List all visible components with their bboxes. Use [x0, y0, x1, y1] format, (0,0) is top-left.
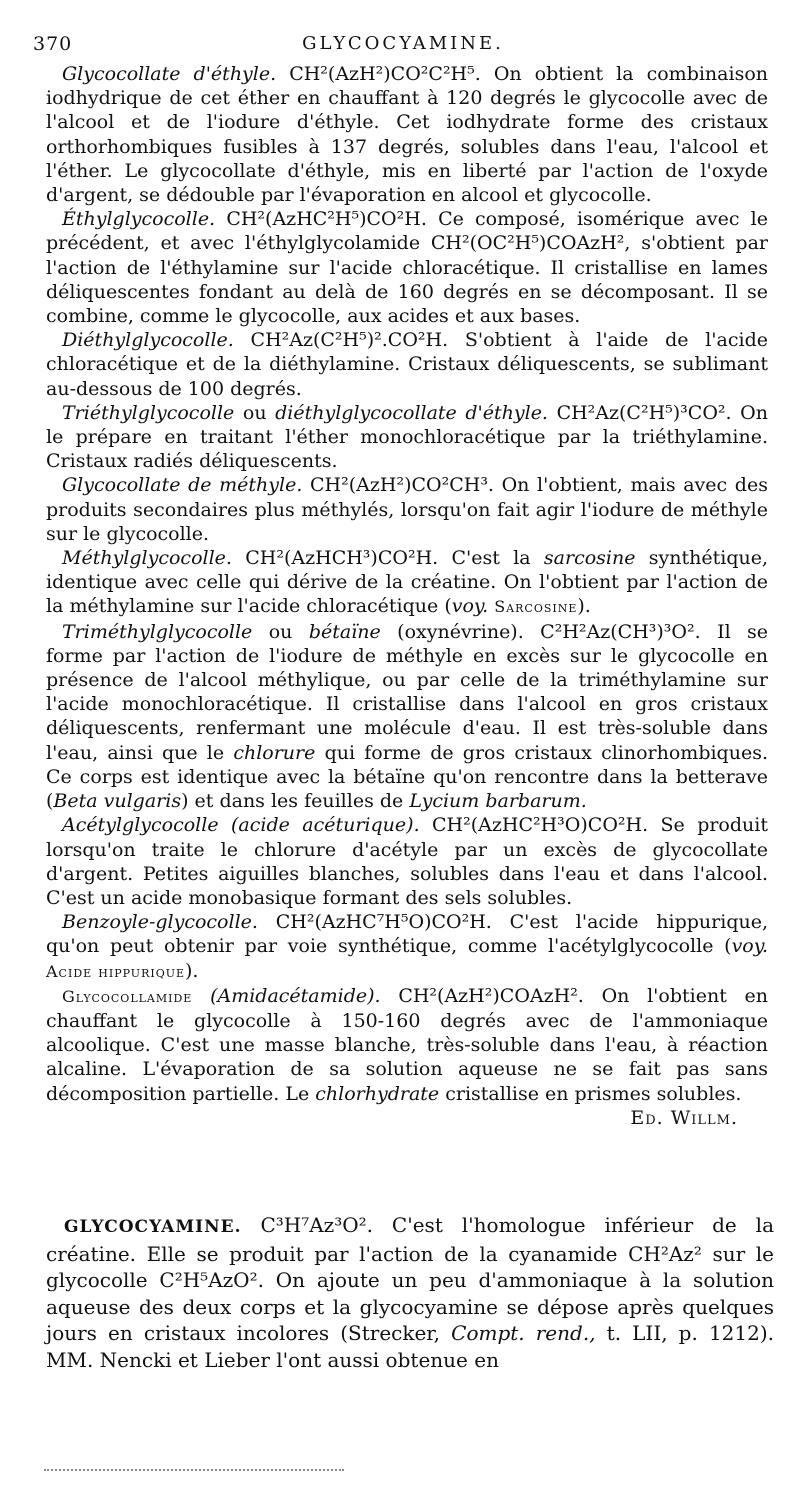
entry-glycocollate-methyle: [46, 473, 768, 546]
entry-text: C'est la: [451, 547, 531, 570]
entry-text: qui forme de gros cristaux clinorhombiques. Ce corps est identique avec la bétaïne qu'on rencontre dans la betterave (: [46, 741, 768, 813]
entry-trimethylglycocolle: [46, 620, 768, 814]
entry-alt-note: (oxynévrine).: [397, 620, 524, 643]
glycocyamine-paragraph: [46, 1212, 774, 1374]
entry-text: Il se forme par l'action de l'iodure de méthyle en excès sur le glycocolle en présence de l'alcool méthylique, ou par celle de la triméthylamine sur l'acide monochloracétique. Il cristallise dans l'alcool en gros cristaux déliquescents, renfermant une molécule d'eau. Il est très-soluble dans l'eau, ainsi que le: [46, 620, 769, 764]
entry-formula: CH²(AzHC²H³O)CO²H.: [432, 814, 649, 837]
entry-formula: CH²Az(C²H⁵)².CO²H.: [250, 329, 449, 352]
entry-triethylglycocolle: [46, 401, 768, 474]
article-headword: GLYCOCYAMINE.: [64, 1217, 242, 1237]
entry-text: C'est l'acide hippurique, qu'on peut obtenir par voie synthétique, comme l'acétylglycocolle (: [46, 911, 769, 958]
entry-text: cristallise en prismes solubles.: [445, 1082, 742, 1105]
entry-term: Benzoyle-glycocolle.: [62, 911, 258, 934]
article-text: t. LII, p. 1212). MM. Nencki et Lieber l'ont aussi obtenue en: [46, 1321, 775, 1372]
entry-headword: Glycocollamide: [62, 986, 193, 1006]
entry-text: On l'obtient en chauffant le glycocolle à 150-160 degrés avec de l'ammoniaque alcoolique. C'est une masse blanche, très-soluble dans l'eau, à réaction alcaline. L'évaporation de sa solution aqueuse ne se fait pas sans décomposition partielle. Le: [46, 984, 769, 1105]
entry-term: Diéthylglycocolle.: [62, 329, 234, 352]
entry-italic-word: chlorhydrate: [315, 1082, 440, 1105]
entry-formula: CH²(AzH²)CO²C²H⁵.: [289, 63, 481, 85]
entry-formula: C²H²Az(CH³)³O².: [540, 620, 701, 643]
entry-methylglycocolle: [46, 546, 768, 620]
article-body: [46, 62, 768, 1130]
entry-glycocollamide: [46, 984, 769, 1129]
entry-formula: CH²(AzHC²H⁵)CO²H.: [226, 208, 427, 231]
entry-text: Se produit lorsqu'on traite le chlorure d'acétyle par un excès de glycocollate d'argent. Petites aiguilles blanches, solubles dans l'eau et dans l'alcool. C'est un acide monobasique formant des sels solubles.: [46, 814, 768, 909]
author-signature: Ed. Willm.: [630, 1106, 738, 1129]
entry-term: Éthylglycocolle.: [62, 208, 216, 231]
entry-formula: CH²Az(C²H⁵)³CO².: [556, 401, 732, 424]
entry-text: On l'obtient, mais avec des produits secondaires plus méthylés, lorsqu'on fait agir l'iodure de méthyle sur le glycocolle.: [46, 474, 768, 545]
entry-alt-term: (acide acéturique).: [231, 814, 420, 837]
entry-term: Méthylglycocolle.: [62, 547, 232, 570]
entry-text: ).: [185, 959, 199, 982]
running-head: [33, 33, 773, 61]
entry-term: Glycocollate d'éthyle.: [62, 63, 277, 85]
entry-term: Triméthylglycocolle: [62, 620, 253, 643]
entry-alt-term: diéthylglycocollate d'éthyle.: [275, 401, 548, 424]
article-citation: Compt. rend.,: [451, 1321, 596, 1346]
entry-term: Triéthylglycocolle: [62, 401, 235, 424]
entry-text: Ce composé, isomérique avec le précédent, et avec l'éthylglycolamide CH²(OC²H⁵)COAzH², s'obtient par l'action de l'éthylamine sur l'acide chloracétique. Il cristallise en lames déliquescentes fondant au delà de 160 degrés en se décomposant. Il se combine, comme le glycocolle, aux acides et aux bases.: [46, 208, 768, 328]
entry-text: ).: [577, 595, 591, 618]
entry-glycocollate-ethyle: [46, 62, 768, 207]
entry-acetylglycocolle: [46, 813, 768, 910]
entry-text: ) et dans les feuilles de: [181, 790, 404, 813]
entry-text: synthétique, identique avec celle qui dérive de la créatine. On l'obtient par l'action de la méthylamine sur l'acide chloracétique (: [46, 547, 769, 618]
entry-alt-term: bétaïne: [308, 620, 381, 643]
entry-italic-word: Lycium barbarum.: [409, 790, 587, 813]
cross-reference-target: Acide hippurique: [46, 961, 186, 981]
entry-italic-word: sarcosine: [543, 547, 636, 570]
entry-formula: CH²(AzHCH³)CO²H.: [245, 547, 439, 570]
entry-text: On le prépare en traitant l'éther monochloracétique par la triéthylamine. Cristaux radiés déliquescents.: [46, 401, 768, 473]
entry-connector: ou: [268, 620, 293, 643]
entry-text: On obtient la combinaison iodhydrique de cet éther en chauffant à 120 degrés le glycocolle avec de l'alcool et de l'iodure d'éthyle. Cet iodhydrate forme des cristaux orthorhombiques fusibles à 137 degrés, solubles dans l'eau, l'alcool et l'éther. Le glycocollate d'éthyle, mis en liberté par l'action de l'oxyde d'argent, se dédouble par l'évaporation en alcool et glycocolle.: [46, 63, 768, 207]
entry-italic-word: Beta vulgaris: [53, 790, 182, 813]
entry-term: Acétylglycocolle: [62, 814, 219, 837]
cross-reference-voy: voy.: [451, 595, 489, 618]
page-number: 370: [33, 33, 73, 55]
entry-italic-word: chlorure: [233, 741, 316, 764]
entry-alt-term: (Amidacétamide).: [210, 984, 381, 1007]
entry-text: S'obtient à l'aide de l'acide chloracétique et de la diéthylamine. Cristaux déliquescents, se sublimant au-dessous de 100 degrés.: [46, 329, 768, 400]
cross-reference-target: Sarcosine: [494, 597, 578, 617]
glycocyamine-article: [46, 1212, 774, 1374]
entry-term: Glycocollate de méthyle.: [62, 474, 303, 497]
entry-connector: ou: [242, 401, 267, 424]
entry-formula: CH²(AzH²)COAzH².: [398, 984, 584, 1007]
entry-formula: CH²(AzHC⁷H⁵O)CO²H.: [275, 911, 492, 934]
running-head-title: GLYCOCYAMINE.: [302, 33, 504, 54]
cross-reference-voy: voy.: [731, 935, 768, 958]
entry-diethylglycocolle: [46, 328, 768, 401]
entry-ethylglycocolle: [46, 207, 768, 328]
article-formula: C³H⁷Az³O².: [260, 1213, 373, 1237]
entry-benzoyle-glycocolle: [46, 910, 768, 984]
footer-dotted-rule: [44, 1469, 344, 1471]
article-text: C'est l'homologue inférieur de la créatine. Elle se produit par l'action de la cyanamide CH²Az² sur le glycocolle C²H⁵AzO². On ajoute un peu d'ammoniaque à la solution aqueuse des deux corps et la glycocyamine se dépose après quelques jours en cristaux incolores (Strecker,: [46, 1213, 775, 1346]
entry-formula: CH²(AzH²)CO²CH³.: [310, 474, 494, 497]
